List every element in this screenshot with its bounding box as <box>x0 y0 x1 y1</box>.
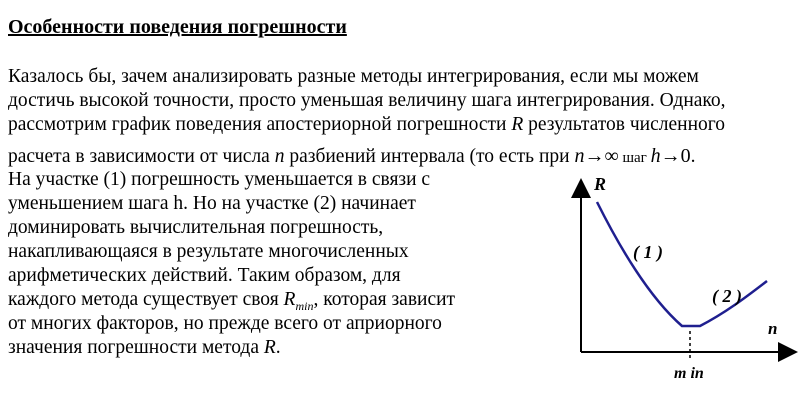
paragraph1-line2: достичь высокой точности, просто уменьшая величину шага интегрирования. Однако, <box>8 90 726 111</box>
text-segment: , которая зависит <box>313 289 456 310</box>
min-label: m in <box>674 365 704 382</box>
variable-r: R <box>283 289 296 310</box>
text-segment: каждого метода существует своя <box>8 289 284 310</box>
y-axis-label: R <box>594 174 607 194</box>
formula-arrow-zero: →0 <box>660 145 691 167</box>
paragraph1-line1: Казалось бы, зачем анализировать разные методы интегрирования, если мы можем <box>8 66 699 87</box>
paragraph2-line5: арифметических действий. Таким образом, для <box>8 265 401 286</box>
paragraph2-line8 <box>8 337 281 359</box>
paragraph2-line2: уменьшением шага h. Но на участке (2) начинает <box>8 193 416 214</box>
region1-label: ( 1 ) <box>633 242 663 262</box>
text-segment: шаг <box>618 150 651 166</box>
text-segment: разбиений интервала (то есть при <box>284 146 575 167</box>
paragraph1-line4 <box>8 145 695 169</box>
paragraph2-line1: На участке (1) погрешность уменьшается в связи с <box>8 169 431 190</box>
formula-n: n <box>574 145 585 167</box>
page-title: Особенности поведения погрешности <box>8 16 347 38</box>
error-curve <box>597 202 767 326</box>
text-segment: . <box>690 146 696 167</box>
subscript-min: min <box>295 298 314 313</box>
paragraph1-line3 <box>8 114 725 136</box>
text-segment: значения погрешности метода <box>8 337 264 358</box>
variable-r: R <box>263 337 276 358</box>
variable-r: R <box>511 114 524 135</box>
text-segment: расчета в зависимости от числа <box>8 146 275 167</box>
x-axis-label: n <box>768 319 778 338</box>
text-segment: результатов численного <box>523 114 726 135</box>
paragraph2-line7: от многих факторов, но прежде всего от априорного <box>8 313 442 334</box>
formula-h: h <box>650 145 661 167</box>
text-segment: . <box>275 337 281 358</box>
text-segment: рассмотрим график поведения апостериорной погрешности <box>8 114 512 135</box>
variable-n: n <box>274 146 285 167</box>
region2-label: ( 2 ) <box>712 286 742 306</box>
paragraph2-line4: накапливающаяся в результате многочисленных <box>8 241 409 262</box>
formula-arrow-infinity: →∞ <box>584 145 619 167</box>
error-graph <box>560 168 800 404</box>
paragraph2-line3: доминировать вычислительная погрешность, <box>8 217 384 238</box>
